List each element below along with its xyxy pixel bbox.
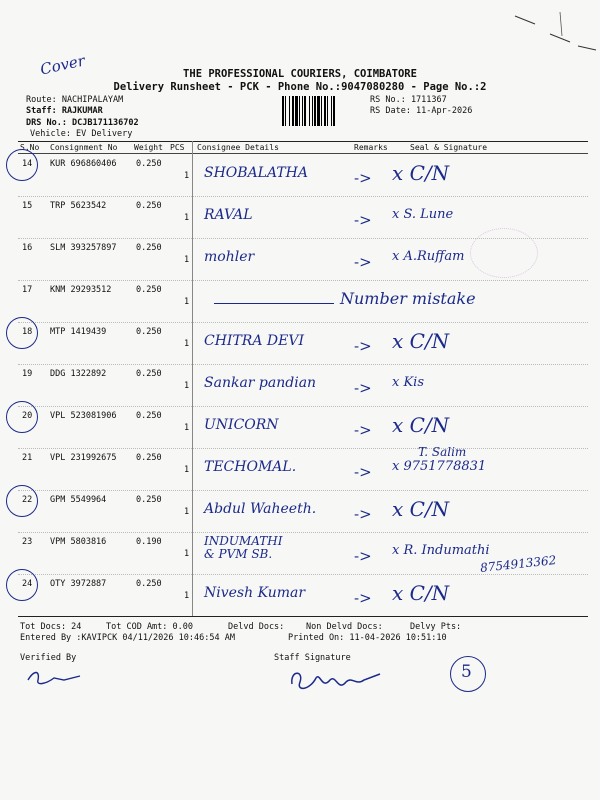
- route-label: Route: NACHIPALAYAM: [26, 95, 124, 105]
- row-weight: 0.250: [136, 327, 162, 337]
- row-weight: 0.250: [136, 579, 162, 589]
- cover-note: Cover: [38, 51, 87, 79]
- row-seal-signature: x S. Lune: [392, 207, 454, 222]
- row-seal-signature: x R. Indumathi: [392, 543, 490, 558]
- table-top-rule: [18, 141, 588, 142]
- runsheet-row: [18, 365, 588, 407]
- verified-by: Verified By: [20, 653, 77, 663]
- row-no: 18: [22, 327, 33, 337]
- row-circle-mark: [6, 317, 38, 349]
- runsheet-row: [18, 155, 588, 197]
- row-weight: 0.250: [136, 369, 162, 379]
- runsheet-subtitle: Delivery Runsheet - PCK - Phone No.:9047080280 - Page No.:2: [113, 81, 487, 93]
- row-consignment: VPL 523081906: [50, 411, 117, 421]
- row-consignment: VPL 231992675: [50, 453, 117, 463]
- row-pcs: 1: [184, 381, 190, 391]
- row-consignment: VPM 5803816: [50, 537, 107, 547]
- row-pcs: 1: [184, 171, 190, 181]
- row-circle-mark: [6, 149, 38, 181]
- runsheet-row: [18, 445, 588, 491]
- printed-on: Printed On: 11-04-2026 10:51:10: [288, 633, 447, 643]
- barcode: [282, 96, 366, 126]
- row-consignment: OTY 3972887: [50, 579, 107, 589]
- table-head-rule: [18, 153, 588, 154]
- row-no: 17: [22, 285, 33, 295]
- staff-label: Staff: RAJKUMAR: [26, 106, 103, 116]
- row-weight: 0.250: [136, 453, 162, 463]
- row-remark-arrow: ->: [354, 253, 372, 271]
- row-circle-mark: [6, 485, 38, 517]
- row-consignee: CHITRA DEVI: [204, 333, 304, 349]
- row-consignment: KUR 696860406: [50, 159, 117, 169]
- row-weight: 0.250: [136, 285, 162, 295]
- row-circle-mark: [6, 569, 38, 601]
- col-remarks: Remarks: [354, 143, 388, 152]
- row-consignee: Nivesh Kumar: [204, 585, 306, 601]
- row-no: 15: [22, 201, 33, 211]
- row-weight: 0.250: [136, 411, 162, 421]
- row-pcs: 1: [184, 549, 190, 559]
- row-remark-arrow: ->: [354, 169, 372, 187]
- staff-signature: [286, 664, 386, 698]
- row-remark-arrow: ->: [354, 337, 372, 355]
- row-remark-arrow: ->: [354, 463, 372, 481]
- row-pcs: 1: [184, 507, 190, 517]
- row-consignment: DDG 1322892: [50, 369, 107, 379]
- row-seal-signature: x C/N: [392, 581, 450, 605]
- row-consignee: RAVAL: [204, 207, 253, 223]
- row-remark-arrow: ->: [354, 379, 372, 397]
- row-weight: 0.250: [136, 201, 162, 211]
- row-consignment: GPM 5549964: [50, 495, 107, 505]
- drs-label: DRS No.: DCJB171136702: [26, 118, 139, 128]
- row-consignment: SLM 393257897: [50, 243, 117, 253]
- row-seal-signature: x 9751778831: [392, 459, 487, 474]
- runsheet-row: [18, 281, 588, 323]
- row-strike-line: [214, 303, 334, 304]
- col-no: S.No: [20, 143, 40, 152]
- row-no: 14: [22, 159, 33, 169]
- row-no: 19: [22, 369, 33, 379]
- row-circle-mark: [6, 401, 38, 433]
- entered-by: Entered By :KAVIPCK 04/11/2026 10:46:54 AM: [20, 633, 235, 643]
- footer-rule: [18, 616, 588, 617]
- row-weight: 0.250: [136, 495, 162, 505]
- col-consignee: Consignee Details: [197, 143, 279, 152]
- staff-signature-label: Staff Signature: [274, 653, 351, 663]
- row-seal-signature: x Kis: [392, 375, 425, 390]
- corner-pen-marks: [510, 6, 600, 56]
- row-remark-arrow: ->: [354, 547, 372, 565]
- row-weight: 0.190: [136, 537, 162, 547]
- vehicle-label: Vehicle: EV Delivery: [30, 129, 133, 139]
- row-pcs: 1: [184, 213, 190, 223]
- row-consignee: TECHOMAL.: [204, 459, 297, 475]
- runsheet-row: [18, 407, 588, 449]
- row-seal-signature: x C/N: [392, 497, 450, 521]
- row-consignee: mohler: [204, 249, 255, 265]
- row-no: 21: [22, 453, 33, 463]
- row-pcs: 1: [184, 297, 190, 307]
- row-pcs: 1: [184, 423, 190, 433]
- row-no: 22: [22, 495, 33, 505]
- row-consignment: TRP 5623542: [50, 201, 107, 211]
- faint-stamp: [470, 228, 538, 278]
- row-seal-signature: x C/N: [392, 161, 450, 185]
- row-no: 20: [22, 411, 33, 421]
- runsheet-row: [18, 575, 588, 617]
- row-extra-note: T. Salim: [418, 445, 467, 459]
- row-consignment: KNM 29293512: [50, 285, 112, 295]
- runsheet-row: [18, 533, 588, 575]
- col-weight: Weight: [134, 143, 163, 152]
- runsheet-row: [18, 323, 588, 365]
- runsheet-row: [18, 491, 588, 533]
- row-pcs: 1: [184, 465, 190, 475]
- rs-date-label: RS Date: 11-Apr-2026: [370, 106, 473, 116]
- row-remark-arrow: ->: [354, 589, 372, 607]
- verified-signature: [24, 662, 84, 692]
- non-delvd-docs: Non Delvd Docs:: [306, 622, 383, 632]
- row-consignee: SHOBALATHA: [204, 165, 308, 181]
- row-seal-signature: x C/N: [392, 413, 450, 437]
- row-pcs: 1: [184, 591, 190, 601]
- tot-docs: Tot Docs: 24: [20, 622, 82, 632]
- row-no: 24: [22, 579, 33, 589]
- col-pcs: PCS: [170, 143, 185, 152]
- delvy-pts: Delvy Pts:: [410, 622, 462, 632]
- row-consignee: UNICORN: [204, 417, 279, 433]
- barcode-bar: [335, 96, 336, 126]
- row-pcs: 1: [184, 255, 190, 265]
- delvd-docs: Delvd Docs:: [228, 622, 285, 632]
- tot-cod: Tot COD Amt: 0.00: [106, 622, 193, 632]
- rs-no-label: RS No.: 1711367: [370, 95, 447, 105]
- row-weight: 0.250: [136, 243, 162, 253]
- row-seal-signature: x C/N: [392, 329, 450, 353]
- row-remark-arrow: ->: [354, 421, 372, 439]
- company-title: THE PROFESSIONAL COURIERS, COIMBATORE: [183, 68, 417, 80]
- row-no: 16: [22, 243, 33, 253]
- row-seal-signature: Number mistake: [340, 289, 476, 308]
- row-remark-arrow: ->: [354, 211, 372, 229]
- row-weight: 0.250: [136, 159, 162, 169]
- row-consignee: INDUMATHI & PVM SB.: [204, 534, 283, 561]
- row-pcs: 1: [184, 339, 190, 349]
- row-remark-arrow: ->: [354, 505, 372, 523]
- row-consignee: Abdul Waheeth.: [204, 501, 317, 517]
- row-extra-note: 8754913362: [479, 553, 557, 575]
- col-consignment: Consignment No: [50, 143, 118, 152]
- col-seal: Seal & Signature: [410, 143, 488, 152]
- row-seal-signature: x A.Ruffam: [392, 249, 465, 264]
- row-no: 23: [22, 537, 33, 547]
- row-consignment: MTP 1419439: [50, 327, 107, 337]
- page-mark: 5: [461, 662, 472, 682]
- row-consignee: Sankar pandian: [204, 375, 317, 391]
